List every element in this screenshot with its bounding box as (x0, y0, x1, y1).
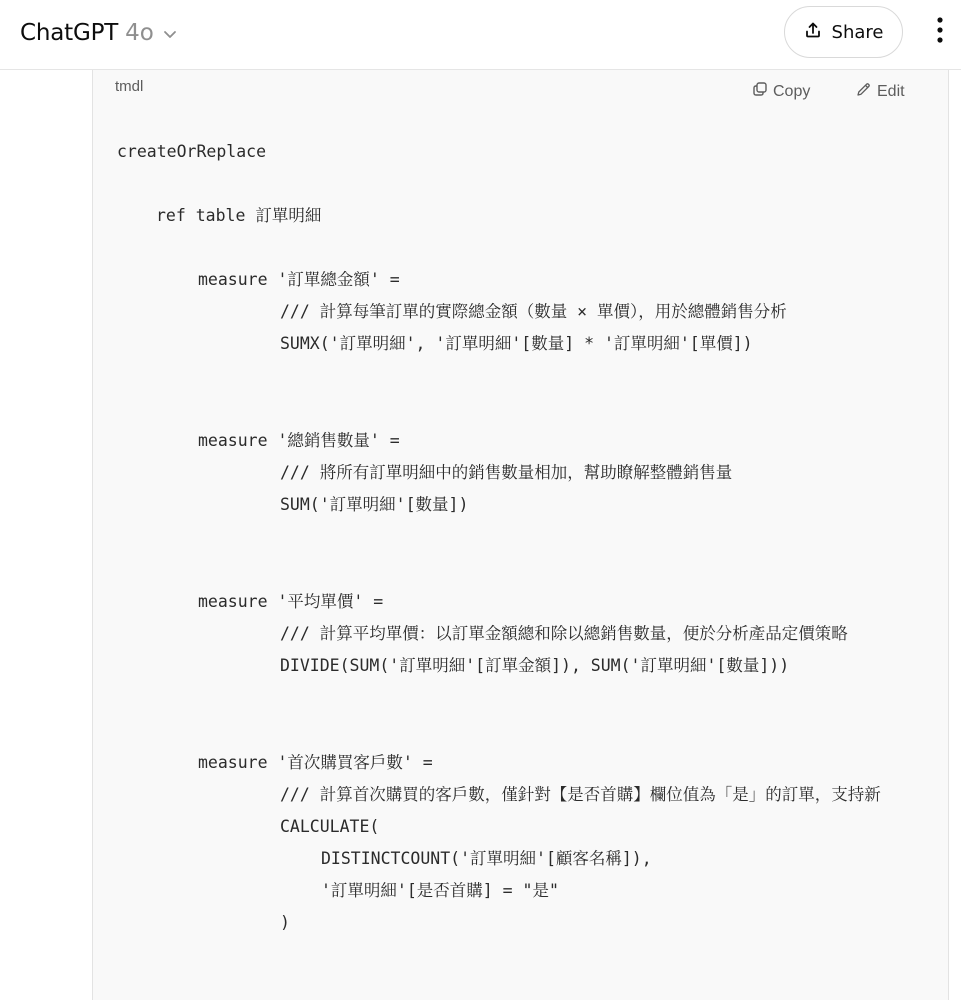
kebab-menu-icon (937, 17, 943, 47)
code-block (92, 70, 949, 1000)
more-options-button[interactable] (924, 12, 956, 52)
model-name: ChatGPT (20, 20, 119, 46)
code-line: ) (280, 913, 290, 932)
chevron-down-icon (162, 26, 178, 42)
share-label: Share (831, 21, 884, 43)
share-button[interactable] (784, 6, 903, 58)
code-line: /// 計算首次購買的客戶數，僅針對【是否首購】欄位值為「是」的訂單，支持新 (280, 785, 881, 804)
code-line: '訂單明細'[是否首購] = "是" (321, 881, 559, 900)
code-line: measure '首次購買客戶數' = (198, 753, 433, 772)
code-line: createOrReplace (117, 142, 267, 161)
edit-label: Edit (877, 83, 905, 100)
top-bar (0, 0, 961, 70)
code-line: /// 計算每筆訂單的實際總金額（數量 × 單價），用於總體銷售分析 (280, 302, 787, 321)
code-line: SUM('訂單明細'[數量]) (280, 495, 469, 514)
copy-label: Copy (773, 82, 811, 100)
model-version: 4o (125, 20, 154, 46)
code-line: DISTINCTCOUNT('訂單明細'[顧客名稱]), (321, 849, 652, 868)
code-line: /// 將所有訂單明細中的銷售數量相加，幫助瞭解整體銷售量 (280, 463, 733, 482)
code-line: SUMX('訂單明細', '訂單明細'[數量] * '訂單明細'[單價]) (280, 334, 753, 353)
model-selector[interactable] (20, 17, 178, 49)
code-language-label: tmdl (115, 78, 144, 95)
code-line: measure '訂單總金額' = (198, 270, 400, 289)
share-icon (804, 21, 822, 43)
code-line: /// 計算平均單價：以訂單金額總和除以總銷售數量，便於分析產品定價策略 (280, 624, 848, 643)
code-content (93, 70, 948, 1000)
code-line: DIVIDE(SUM('訂單明細'[訂單金額]), SUM('訂單明細'[數量])) (280, 656, 790, 675)
code-line: measure '平均單價' = (198, 592, 384, 611)
code-line: measure '總銷售數量' = (198, 431, 400, 450)
code-line: CALCULATE( (280, 817, 380, 836)
code-line: ref table 訂單明細 (156, 206, 322, 225)
